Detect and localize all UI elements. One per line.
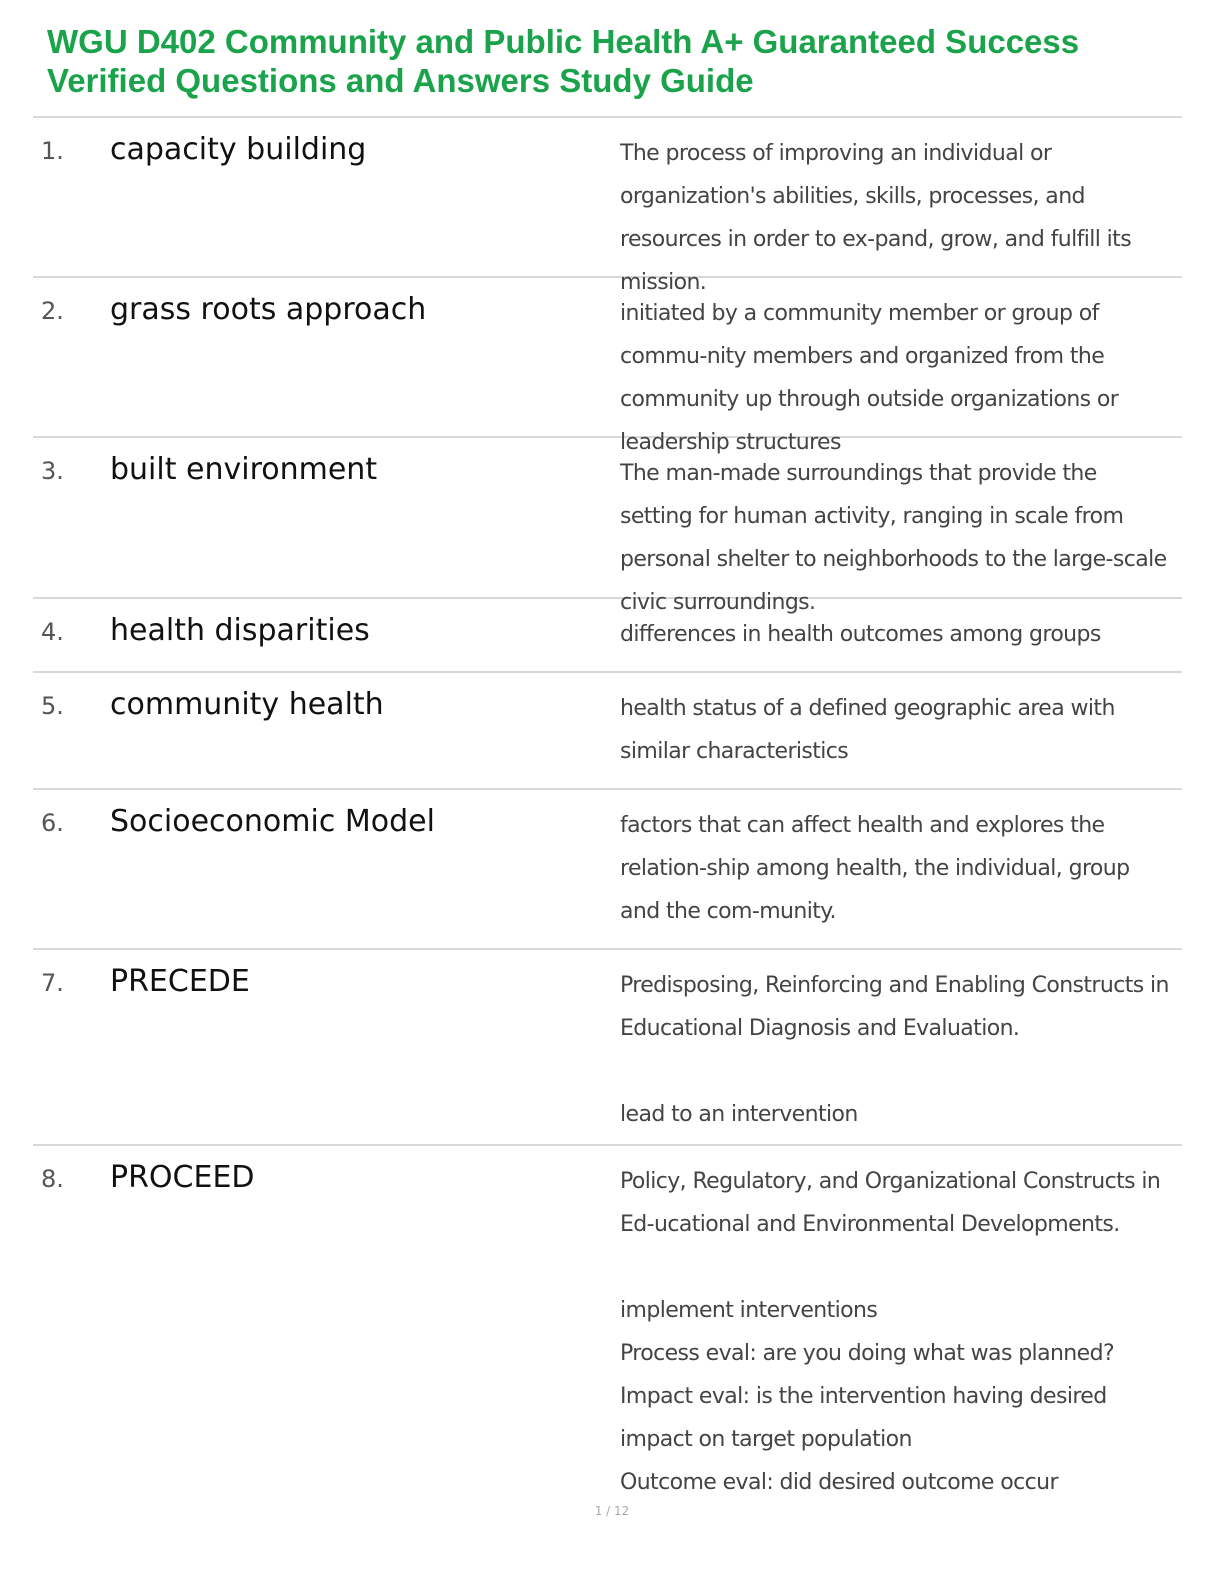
flashcard-row [33,118,1182,295]
card-number: 2. [41,297,64,325]
card-term: health disparities [110,613,370,648]
flashcard-row [33,950,1182,1146]
flashcard-row [33,1146,1182,1516]
card-definition: differences in health outcomes among groups [620,622,1101,647]
flashcard-list [33,116,1182,1516]
card-definition: The process of improving an individual or organization's abilities, skills, processes, and resources in order to ex-pand, grow, and fulfill its mission. [620,141,1132,295]
card-term: Socioeconomic Model [110,804,435,839]
card-number: 7. [41,969,64,997]
flashcard-row [33,438,1182,615]
card-number: 4. [41,618,64,646]
card-number: 8. [41,1165,64,1193]
card-term: PRECEDE [110,964,250,999]
document-title-line-1: WGU D402 Community and Public Health A+ Guaranteed Success [47,23,1080,60]
card-term: community health [110,687,384,722]
card-number: 3. [41,457,64,485]
card-number: 6. [41,809,64,837]
document-title [47,22,1187,100]
card-term: capacity building [110,132,367,167]
card-term: built environment [110,452,378,487]
page-number: 1 / 12 [594,1504,630,1518]
card-term: grass roots approach [110,292,427,327]
card-definition: Predisposing, Reinforcing and Enabling Constructs in Educational Diagnosis and Evaluation. lead to an intervention [620,973,1169,1127]
card-definition: Policy, Regulatory, and Organizational Constructs in Ed-ucational and Environmental Developments. implement interventions Process eval: are you doing what was planned? Impact eval: is the intervention having desired impact on target population Outcome eval: did desired outcome occur [620,1169,1161,1495]
flashcard-row [33,790,1182,950]
document-title-line-2: Verified Questions and Answers Study Guide [47,62,754,99]
flashcard-row [33,278,1182,455]
card-number: 1. [41,137,64,165]
card-term: PROCEED [110,1160,255,1195]
flashcard-row [33,599,1182,673]
card-definition: The man-made surroundings that provide the setting for human activity, ranging in scale from personal shelter to neighborhoods to the large-scale civic surroundings. [620,461,1167,615]
card-number: 5. [41,692,64,720]
card-definition: factors that can affect health and explores the relation-ship among health, the individual, group and the com-munity. [620,813,1130,924]
card-definition: health status of a defined geographic area with similar characteristics [620,696,1115,764]
flashcard-row [33,673,1182,790]
card-definition: initiated by a community member or group of commu-nity members and organized from the community up through outside organizations or leadership structures [620,301,1119,455]
